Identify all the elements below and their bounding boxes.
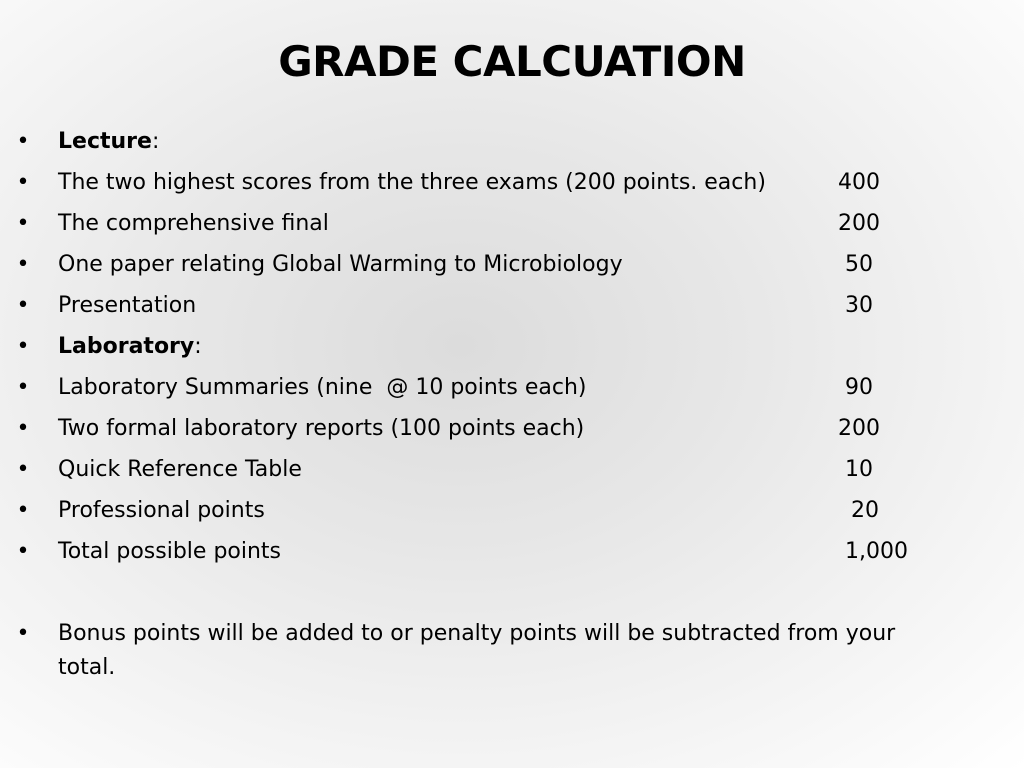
list-item-reference-table xyxy=(0,453,1024,487)
item-points: 400 xyxy=(838,170,880,195)
list-item-total xyxy=(0,535,1024,569)
item-label: Two formal laboratory reports (100 points each) xyxy=(58,416,585,441)
bullet-icon: • xyxy=(16,621,30,646)
list-item-laboratory-heading xyxy=(0,330,1024,364)
list-item-final xyxy=(0,207,1024,241)
list-item-paper xyxy=(0,248,1024,282)
item-label: Quick Reference Table xyxy=(58,457,302,482)
item-label xyxy=(58,125,159,159)
list-item-lab-reports xyxy=(0,412,1024,446)
item-label: Presentation xyxy=(58,293,197,318)
bullet-icon: • xyxy=(16,334,30,359)
item-label-suffix: : xyxy=(194,334,202,359)
item-label: Total possible points xyxy=(58,539,282,564)
item-label: One paper relating Global Warming to Microbiology xyxy=(58,252,623,277)
item-label: The comprehensive final xyxy=(58,211,329,236)
bullet-icon: • xyxy=(16,293,30,318)
item-points: 200 xyxy=(838,416,880,441)
item-label-suffix: : xyxy=(151,129,160,154)
item-label: Laboratory Summaries (nine @ 10 points each) xyxy=(58,375,587,400)
bullet-icon: • xyxy=(16,129,30,154)
bullet-icon: • xyxy=(16,457,30,482)
bullet-icon: • xyxy=(16,375,30,400)
item-points: 20 xyxy=(851,498,879,523)
item-points: 200 xyxy=(838,211,880,236)
item-label: Professional points xyxy=(58,498,265,523)
item-points: 30 xyxy=(845,293,873,318)
slide-title: GRADE CALCUATION xyxy=(278,37,746,86)
list-item-exams xyxy=(0,166,1024,200)
item-points: 10 xyxy=(845,457,873,482)
item-label: The two highest scores from the three exams (200 points. each) xyxy=(58,170,766,195)
bullet-icon: • xyxy=(16,539,30,564)
list-item-lab-summaries xyxy=(0,371,1024,405)
item-label xyxy=(58,330,202,364)
bullet-icon: • xyxy=(16,211,30,236)
bullet-icon: • xyxy=(16,498,30,523)
item-points: 1,000 xyxy=(845,539,908,564)
item-label-bold: Lecture xyxy=(58,129,152,154)
bonus-note-text: Bonus points will be added to or penalty points will be subtracted from your total. xyxy=(58,621,896,680)
item-points: 50 xyxy=(845,252,873,277)
list-item-professional xyxy=(0,494,1024,528)
bullet-icon: • xyxy=(16,416,30,441)
bullet-icon: • xyxy=(16,252,30,277)
item-label-bold: Laboratory xyxy=(58,334,195,359)
list-item-presentation xyxy=(0,289,1024,323)
list-item-lecture-heading xyxy=(0,125,1024,159)
bullet-icon: • xyxy=(16,170,30,195)
item-points: 90 xyxy=(845,375,873,400)
